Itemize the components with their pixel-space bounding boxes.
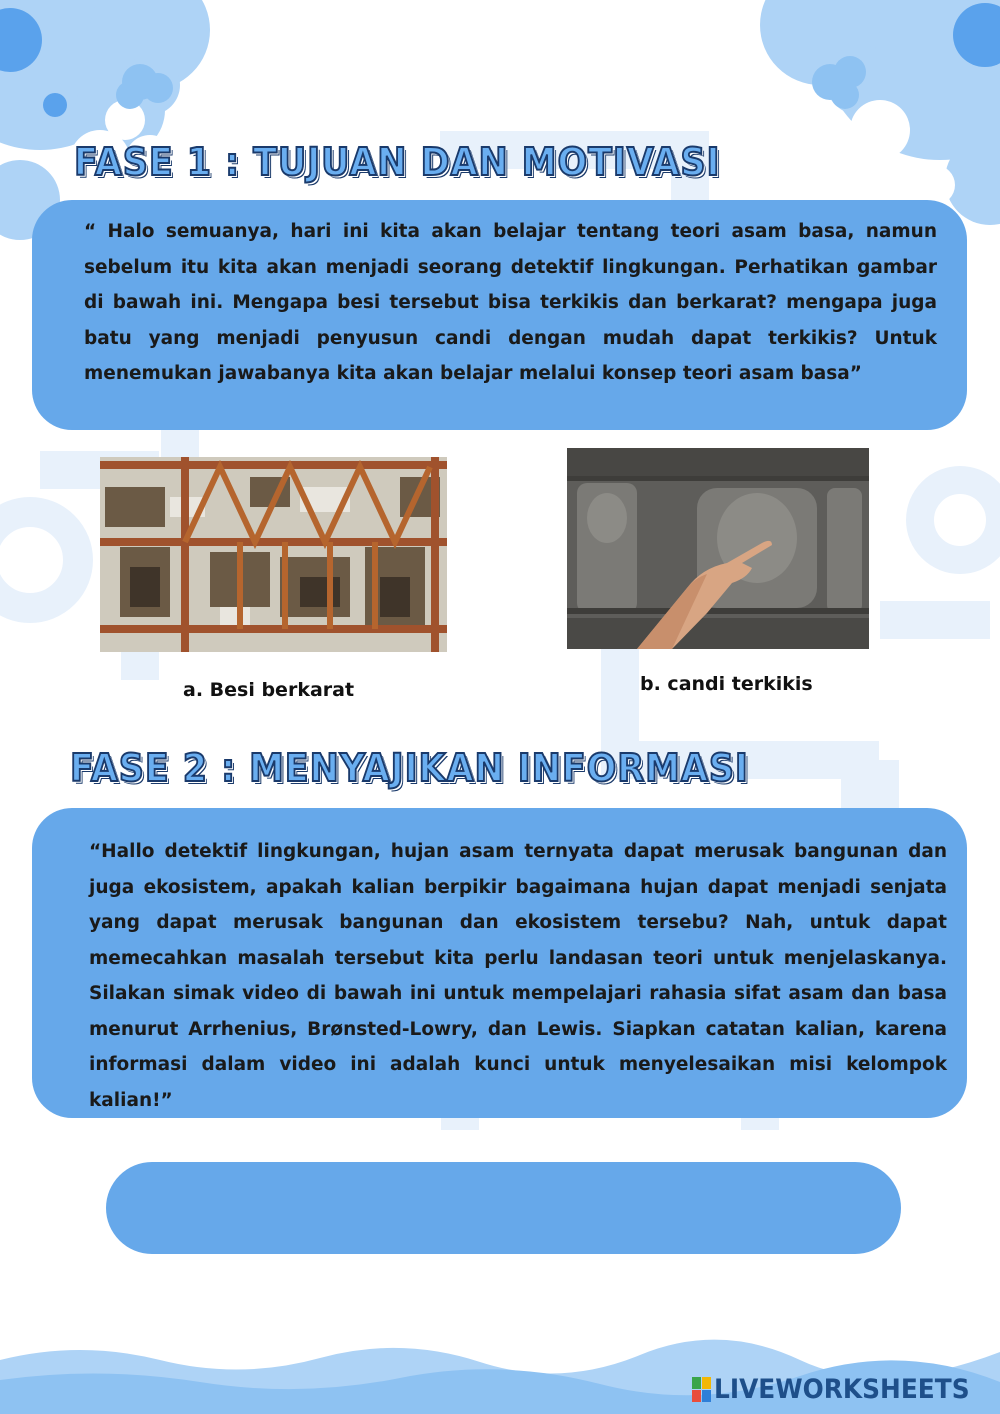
phase-1-heading: FASE 1 : TUJUAN DAN MOTIVASI xyxy=(74,140,721,184)
eroded-temple-photo xyxy=(567,448,869,649)
caption-rusty-iron: a. Besi berkarat xyxy=(183,679,355,701)
liveworksheets-logo-icon xyxy=(692,1377,712,1403)
caption-eroded-temple: b. candi terkikis xyxy=(640,673,813,695)
liveworksheets-brand[interactable] xyxy=(692,1374,992,1405)
video-placeholder[interactable] xyxy=(106,1162,901,1254)
phase-1-text-box xyxy=(32,200,967,430)
phase-1-text: “ Halo semuanya, hari ini kita akan belajar tentang teori asam basa, namun sebelum itu kita akan menjadi seorang detektif lingkungan. Perhatikan gambar di bawah ini. Mengapa besi tersebut bisa terkikis dan berkarat? mengapa juga batu yang menjadi penyusun candi dengan mudah dapat terkikis? Untuk menemukan jawabanya kita akan belajar melalui konsep teori asam basa” xyxy=(84,221,937,384)
rusty-iron-photo xyxy=(100,457,447,652)
phase-2-text: “Hallo detektif lingkungan, hujan asam ternyata dapat merusak bangunan dan juga ekosistem, apakah kalian berpikir bagaimana hujan dapat menjadi senjata yang dapat merusak bangunan dan ekosistem tersebu? Nah, untuk dapat memecahkan masalah tersebut kita perlu landasan teori untuk menjelaskanya. Silakan simak video di bawah ini untuk mempelajari rahasia sifat asam dan basa menurut Arrhenius, Brønsted-Lowry, dan Lewis. Siapkan catatan kalian, karena informasi dalam video ini adalah kunci untuk menyelesaikan misi kelompok kalian!” xyxy=(89,841,947,1111)
phase-2-text-box xyxy=(32,808,967,1118)
phase-2-heading: FASE 2 : MENYAJIKAN INFORMASI xyxy=(70,746,749,790)
brand-text: LIVEWORKSHEETS xyxy=(714,1374,970,1405)
